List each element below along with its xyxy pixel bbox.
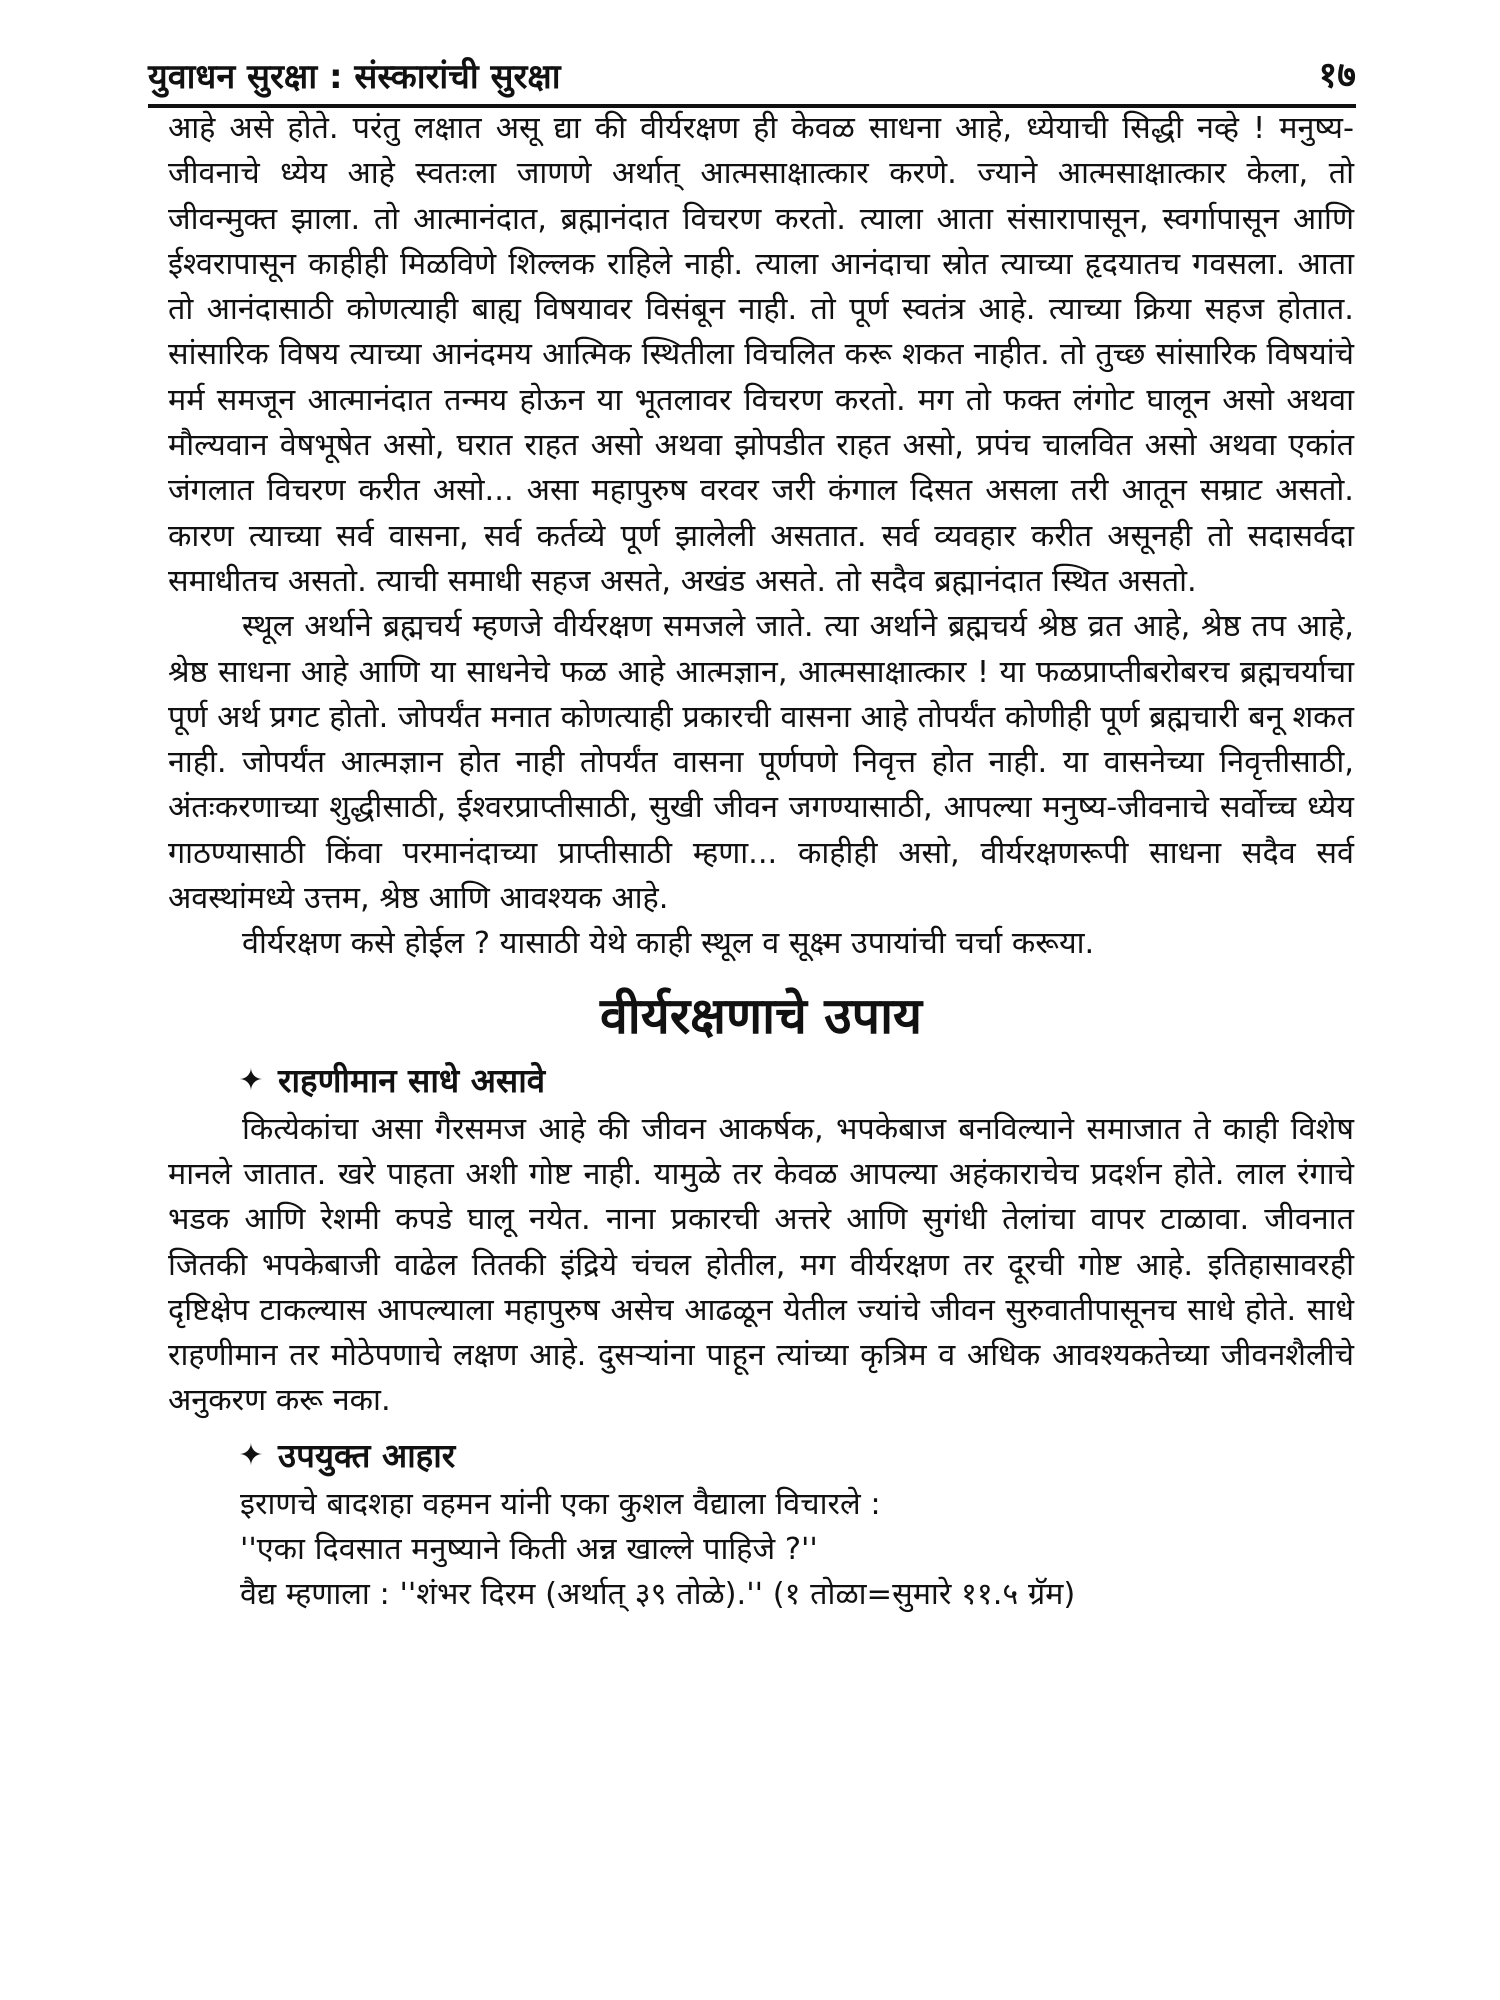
four-point-star-icon: ✦ bbox=[238, 1062, 264, 1098]
four-point-star-icon: ✦ bbox=[238, 1437, 264, 1473]
page-body bbox=[168, 106, 1354, 1618]
running-header bbox=[148, 42, 1356, 108]
paragraph-1: आहे असे होते. परंतु लक्षात असू द्या की वीर्यरक्षण ही केवळ साधना आहे, ध्येयाची सिद्धी नव्हे ! मनुष्य-जीवनाचे ध्येय आहे स्वतःला जाणणे अर्थात् आत्मसाक्षात्कार करणे. ज्याने आत्मसाक्षात्कार केला, तो जीवन्मुक्त झाला. तो आत्मानंदात, ब्रह्मानंदात विचरण करतो. त्याला आता संसारापासून, स्वर्गापासून आणि ईश्वरापासून काहीही मिळविणे शिल्लक राहिले नाही. त्याला आनंदाचा स्रोत त्याच्या हृदयातच गवसला. आता तो आनंदासाठी कोणत्याही बाह्य विषयावर विसंबून नाही. तो पूर्ण स्वतंत्र आहे. त्याच्या क्रिया सहज होतात. सांसारिक विषय त्याच्या आनंदमय आत्मिक स्थितीला विचलित करू शकत नाहीत. तो तुच्छ सांसारिक विषयांचे मर्म समजून आत्मानंदात तन्मय होऊन या भूतलावर विचरण करतो. मग तो फक्त लंगोट घालून असो अथवा मौल्यवान वेषभूषेत असो, घरात राहत असो अथवा झोपडीत राहत असो, प्रपंच चालवित असो अथवा एकांत जंगलात विचरण करीत असो... असा महापुरुष वरवर जरी कंगाल दिसत असला तरी आतून सम्राट असतो. कारण त्याच्या सर्व वासना, सर्व कर्तव्ये पूर्ण झालेली असतात. सर्व व्यवहार करीत असूनही तो सदासर्वदा समाधीतच असतो. त्याची समाधी सहज असते, अखंड असते. तो सदैव ब्रह्मानंदात स्थित असतो. bbox=[168, 111, 1354, 599]
subsection-heading-1 bbox=[236, 1055, 1354, 1107]
dialogue-line-1: इराणचे बादशहा वहमन यांनी एका कुशल वैद्याला विचारले : bbox=[240, 1486, 881, 1522]
subsection-heading-1-text: राहणीमान साधे असावे bbox=[278, 1060, 546, 1100]
paragraph-3: वीर्यरक्षण कसे होईल ? यासाठी येथे काही स्थूल व सूक्ष्म उपायांची चर्चा करूया. bbox=[242, 926, 1095, 962]
subsection-1-paragraph: कित्येकांचा असा गैरसमज आहे की जीवन आकर्षक, भपकेबाज बनविल्याने समाजात ते काही विशेष मानले जातात. खरे पाहता अशी गोष्ट नाही. यामुळे तर केवळ आपल्या अहंकाराचेच प्रदर्शन होते. लाल रंगाचे भडक आणि रेशमी कपडे घालू नयेत. नाना प्रकारची अत्तरे आणि सुगंधी तेलांचा वापर टाळावा. जीवनात जितकी भपकेबाजी वाढेल तितकी इंद्रिये चंचल होतील, मग वीर्यरक्षण तर दूरची गोष्ट आहे. इतिहासावरही दृष्टिक्षेप टाकल्यास आपल्याला महापुरुष असेच आढळून येतील ज्यांचे जीवन सुरुवातीपासूनच साधे होते. साधे राहणीमान तर मोठेपणाचे लक्षण आहे. दुसऱ्यांना पाहून त्यांच्या कृत्रिम व अधिक आवश्यकतेच्या जीवनशैलीचे अनुकरण करू नका. bbox=[168, 1111, 1354, 1419]
section-title: वीर्यरक्षणाचे उपाय bbox=[599, 986, 923, 1045]
dialogue-line-3: वैद्य म्हणाला : ''शंभर दिरम (अर्थात् ३९ तोळे).'' (१ तोळा=सुमारे ११.५ ग्रॅम) bbox=[240, 1577, 1076, 1613]
paragraph-2: स्थूल अर्थाने ब्रह्मचर्य म्हणजे वीर्यरक्षण समजले जाते. त्या अर्थाने ब्रह्मचर्य श्रेष्ठ व्रत आहे, श्रेष्ठ तप आहे, श्रेष्ठ साधना आहे आणि या साधनेचे फळ आहे आत्मज्ञान, आत्मसाक्षात्कार ! या फळप्राप्तीबरोबरच ब्रह्मचर्याचा पूर्ण अर्थ प्रगट होतो. जोपर्यंत मनात कोणत्याही प्रकारची वासना आहे तोपर्यंत कोणीही पूर्ण ब्रह्मचारी बनू शकत नाही. जोपर्यंत आत्मज्ञान होत नाही तोपर्यंत वासना पूर्णपणे निवृत्त होत नाही. या वासनेच्या निवृत्तीसाठी, अंतःकरणाच्या शुद्धीसाठी, ईश्वरप्राप्तीसाठी, सुखी जीवन जगण्यासाठी, आपल्या मनुष्य-जीवनाचे सर्वोच्च ध्येय गाठण्यासाठी किंवा परमानंदाच्या प्राप्तीसाठी म्हणा... काहीही असो, वीर्यरक्षणरूपी साधना सदैव सर्व अवस्थांमध्ये उत्तम, श्रेष्ठ आणि आवश्यक आहे. bbox=[168, 609, 1354, 917]
dialogue-line-2: ''एका दिवसात मनुष्याने किती अन्न खाल्ले पाहिजे ?'' bbox=[240, 1532, 818, 1568]
header-title: युवाधन सुरक्षा : संस्कारांची सुरक्षा bbox=[148, 57, 561, 97]
subsection-heading-2-text: उपयुक्त आहार bbox=[278, 1435, 456, 1475]
page-number: १७ bbox=[1318, 55, 1356, 96]
subsection-heading-2 bbox=[236, 1430, 1354, 1482]
